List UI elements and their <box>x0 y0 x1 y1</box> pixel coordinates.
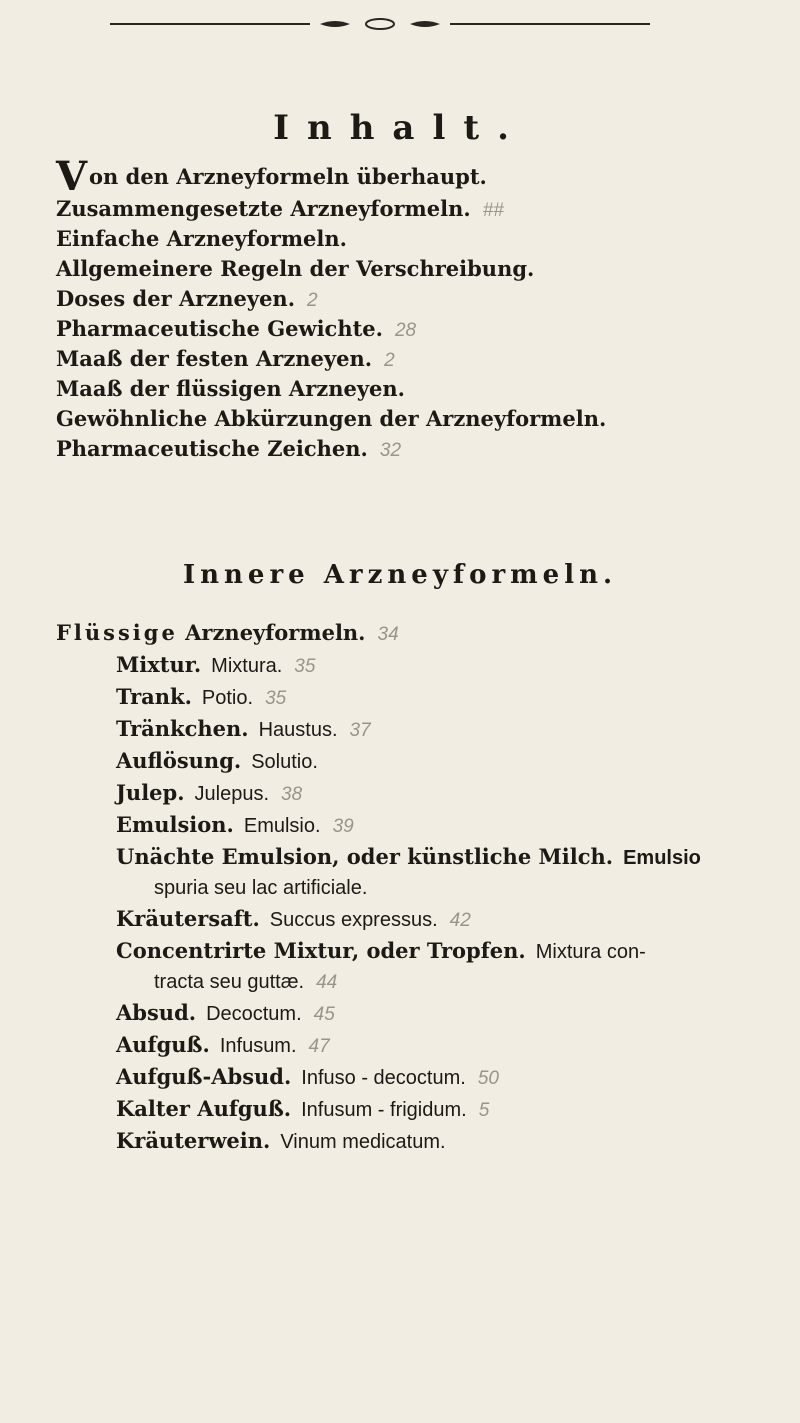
toc-entry: Zusammengesetzte Arzneyformeln. ## <box>56 196 504 221</box>
toc-entry: Unächte Emulsion, oder künstliche Milch. Emulsio <box>116 844 701 869</box>
toc-entry-continuation: tracta seu guttæ. 44 <box>154 971 338 993</box>
page-number: 37 <box>349 720 371 741</box>
toc-entry: Allgemeinere Regeln der Verschreibung. <box>56 256 535 281</box>
toc-entry: Mixtur. Mixtura. 35 <box>116 652 316 677</box>
toc-entry: Flüssige Arzneyformeln. 34 <box>56 620 399 645</box>
page-number: 5 <box>478 1100 490 1121</box>
page-number: 35 <box>265 688 287 709</box>
toc-entry: Kalter Aufguß. Infusum - frigidum. 5 <box>116 1096 490 1121</box>
toc-entry: Tränkchen. Haustus. 37 <box>116 716 371 741</box>
toc-entry: Auflösung. Solutio. <box>116 748 318 773</box>
page-number: 2 <box>384 350 395 371</box>
toc-entry-general: Von den Arzneyformeln überhaupt. <box>56 153 487 200</box>
toc-entry-continuation: spuria seu lac artificiale. <box>154 877 368 899</box>
page-number: 47 <box>308 1036 330 1057</box>
toc-entry: Gewöhnliche Abkürzungen der Arzneyformeln. <box>56 406 607 431</box>
toc-entry: Concentrirte Mixtur, oder Tropfen. Mixtura con- <box>116 938 646 963</box>
page-number: 39 <box>332 816 354 837</box>
page-number: 38 <box>281 784 303 805</box>
toc-entry: Maaß der flüssigen Arzneyen. <box>56 376 405 401</box>
page-title: Inhalt. <box>273 108 527 148</box>
toc-entry: Emulsion. Emulsio. 39 <box>116 812 354 837</box>
page-number: 35 <box>294 656 316 677</box>
page-number: 32 <box>379 440 402 461</box>
toc-entry: Absud. Decoctum. 45 <box>116 1000 335 1025</box>
toc-entry: Maaß der festen Arzneyen. 2 <box>56 346 395 371</box>
toc-entry: Kräutersaft. Succus expressus. 42 <box>116 906 471 931</box>
toc-entry: Kräuterwein. Vinum medicatum. <box>116 1128 446 1153</box>
toc-entry: Aufguß-Absud. Infuso - decoctum. 50 <box>116 1064 499 1089</box>
toc-entry: Julep. Julepus. 38 <box>116 780 303 805</box>
toc-entry: Doses der Arzneyen. 2 <box>56 286 318 311</box>
page-number: 42 <box>449 910 471 931</box>
toc-entry: Einfache Arzneyformeln. <box>56 226 347 251</box>
toc-entry: Pharmaceutische Zeichen. 32 <box>56 436 402 461</box>
drop-cap: V <box>56 153 88 200</box>
page-number: 45 <box>313 1004 335 1025</box>
page-number: ## <box>482 200 504 221</box>
toc-entry: Pharmaceutische Gewichte. 28 <box>56 316 417 341</box>
page-number: 50 <box>477 1068 499 1089</box>
toc-entry: Aufguß. Infusum. 47 <box>116 1032 330 1057</box>
page-number: 44 <box>316 972 338 993</box>
section-heading: Innere Arzneyformeln. <box>182 560 618 590</box>
header-ornament <box>110 18 650 30</box>
toc-entry: Trank. Potio. 35 <box>116 684 287 709</box>
page-number: 2 <box>307 290 318 311</box>
page-number: 34 <box>377 624 399 645</box>
page-number: 28 <box>394 320 417 341</box>
